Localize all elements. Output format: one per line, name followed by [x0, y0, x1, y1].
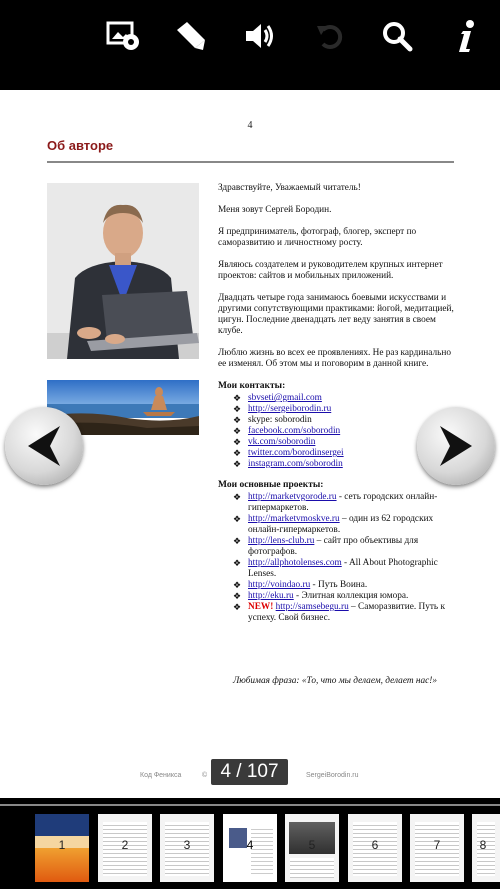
page-number: 4 [247, 120, 253, 131]
footer-site: SergeiBorodin.ru [306, 772, 359, 779]
photo-settings-button[interactable] [102, 14, 146, 58]
speaker-button[interactable] [238, 14, 282, 58]
project-link[interactable]: http://lens-club.ru [248, 536, 315, 546]
project-link[interactable]: http://marketvgorode.ru [248, 492, 337, 502]
arrow-right-icon [436, 424, 476, 468]
footer-copyright: © [202, 772, 208, 779]
bio-paragraph: Здравствуйте, Уважаемый читатель! [218, 183, 361, 193]
author-bio [218, 183, 458, 634]
search-icon [381, 20, 413, 52]
contact-item[interactable]: ❖ twitter.com/borodinsergei [233, 448, 344, 458]
projects-heading: Мои основные проекты: [218, 480, 324, 490]
info-button[interactable] [444, 14, 488, 58]
contacts-heading: Мои контакты: [218, 381, 286, 391]
footer-book-title: Код Феникса [140, 772, 182, 779]
undo-icon [315, 22, 345, 50]
project-item: ❖ NEW! http://samsebegu.ru – Саморазвитие. Путь к успеху. Свой бизнес. [233, 602, 446, 623]
diamond-bullet-icon: ❖ [233, 404, 242, 414]
thumbnail-number: 2 [121, 838, 129, 852]
section-title: Об авторе [47, 138, 114, 153]
bio-paragraph: Являюсь создателем и руководителем крупных интернет проектов: сайтов и мобильных приложений. [218, 260, 443, 281]
previous-page-button[interactable] [5, 407, 83, 485]
diamond-bullet-icon: ❖ [233, 448, 242, 458]
bio-paragraph: Люблю жизнь во всех ее проявлениях. Не раз кардинально ее изменял. Об этом мы и поговорим в данной книге. [218, 348, 451, 369]
undo-button[interactable] [308, 14, 352, 58]
project-link[interactable]: http://eku.ru [248, 591, 294, 601]
projects-list [218, 492, 458, 624]
project-link[interactable]: http://voindao.ru [248, 580, 311, 590]
speaker-icon [244, 21, 276, 51]
contact-item[interactable]: ❖ vk.com/soborodin [233, 437, 316, 447]
contact-item[interactable]: ❖ facebook.com/soborodin [233, 426, 341, 436]
search-button[interactable] [375, 14, 419, 58]
contact-item: ❖ skype: soborodin [233, 415, 312, 425]
project-link[interactable]: http://marketvmoskve.ru [248, 514, 340, 524]
project-item: ❖ http://eku.ru - Элитная коллекция юмора. [233, 591, 409, 601]
contact-item[interactable]: ❖ instagram.com/soborodin [233, 459, 343, 469]
diamond-bullet-icon: ❖ [233, 558, 242, 568]
thumbnail-number: 5 [308, 838, 316, 852]
diamond-bullet-icon: ❖ [233, 514, 242, 524]
thumbnail-number: 6 [371, 838, 379, 852]
project-link[interactable]: http://allphotolenses.com [248, 558, 342, 568]
diamond-bullet-icon: ❖ [233, 437, 242, 447]
photo-settings-icon [106, 20, 142, 52]
info-icon [455, 19, 477, 53]
bio-paragraph: Я предприниматель, фотограф, блогер, эксперт по саморазвитию и личностному росту. [218, 227, 417, 248]
bio-paragraph: Меня зовут Сергей Бородин. [218, 205, 332, 215]
strip-divider [0, 804, 500, 806]
contact-item[interactable]: ❖ http://sergeiborodin.ru [233, 404, 332, 414]
contact-item[interactable]: ❖ sbvseti@gmail.com [233, 393, 322, 403]
diamond-bullet-icon: ❖ [233, 602, 242, 612]
diamond-bullet-icon: ❖ [233, 393, 242, 403]
next-page-button[interactable] [417, 407, 495, 485]
project-item: ❖ http://voindao.ru - Путь Воина. [233, 580, 368, 590]
thumbnail-number: 8 [479, 838, 487, 852]
diamond-bullet-icon: ❖ [233, 415, 242, 425]
project-item: ❖ http://lens-club.ru – сайт про объективы для фотографов. [233, 536, 419, 557]
favorite-quote: Любимая фраза: «То, что мы делаем, делает нас!» [232, 676, 438, 686]
thumbnail-number: 3 [183, 838, 191, 852]
title-divider [47, 161, 454, 163]
arrow-left-icon [24, 424, 64, 468]
thumbnail-number: 4 [246, 838, 254, 852]
project-item: ❖ http://marketvgorode.ru - сеть городских онлайн-гипермаркетов. [233, 492, 438, 513]
project-link[interactable]: http://samsebegu.ru [275, 602, 349, 612]
diamond-bullet-icon: ❖ [233, 459, 242, 469]
top-toolbar [0, 0, 500, 90]
diamond-bullet-icon: ❖ [233, 536, 242, 546]
thumbnail-number: 7 [433, 838, 441, 852]
diamond-bullet-icon: ❖ [233, 580, 242, 590]
thumbnail-strip [0, 798, 500, 889]
project-item: ❖ http://allphotolenses.com - All About Photographic Lenses. [233, 558, 438, 579]
author-photo [47, 183, 199, 359]
bookmark-icon [173, 20, 207, 52]
diamond-bullet-icon: ❖ [233, 426, 242, 436]
new-badge: NEW! [248, 602, 274, 612]
bookmark-button[interactable] [168, 14, 212, 58]
project-item: ❖ http://marketvmoskve.ru – один из 62 городских онлайн-гипермаркетов. [233, 514, 434, 535]
bio-paragraph: Двадцать четыре года занимаюсь боевыми искусствами и другими сопутствующими практиками: йогой, медитацией, цигун. Последние двенадцать лет веду занятия в своем клубе. [218, 293, 454, 336]
thumbnail-number: 1 [58, 838, 66, 852]
page-counter: 4 / 107 [211, 759, 288, 785]
diamond-bullet-icon: ❖ [233, 492, 242, 502]
diamond-bullet-icon: ❖ [233, 591, 242, 601]
